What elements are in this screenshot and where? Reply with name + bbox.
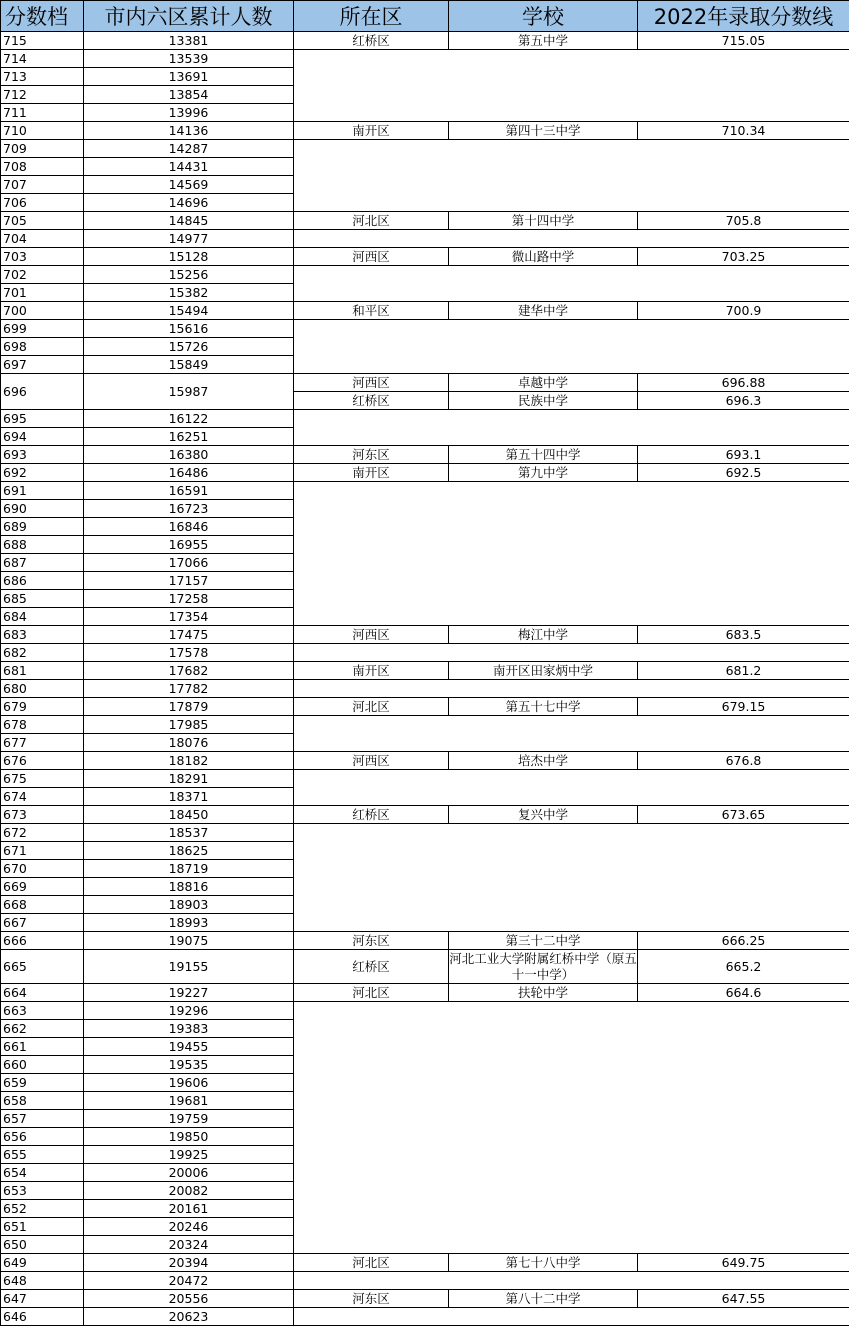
- score-cell: 684: [1, 608, 84, 626]
- school-cell: 南开区田家炳中学: [449, 662, 638, 680]
- score-cell: 679: [1, 698, 84, 716]
- cutoff-cell: 676.8: [638, 752, 849, 770]
- district-cell: 河东区: [294, 1290, 449, 1308]
- count-cell: 20161: [84, 1200, 294, 1218]
- district-cell: 南开区: [294, 122, 449, 140]
- table-row: [1, 212, 849, 230]
- count-cell: 13691: [84, 68, 294, 86]
- score-cell: 676: [1, 752, 84, 770]
- count-cell: 15849: [84, 356, 294, 374]
- empty-school-cell: [294, 140, 849, 212]
- score-cell: 666: [1, 932, 84, 950]
- count-cell: 18816: [84, 878, 294, 896]
- score-cell: 706: [1, 194, 84, 212]
- cutoff-cell: 679.15: [638, 698, 849, 716]
- empty-school-cell: [294, 680, 849, 698]
- score-cell: 690: [1, 500, 84, 518]
- score-cell: 689: [1, 518, 84, 536]
- count-cell: 18719: [84, 860, 294, 878]
- count-cell: 14977: [84, 230, 294, 248]
- score-cell: 665: [1, 950, 84, 984]
- table-row: [1, 1002, 849, 1020]
- score-cell: 664: [1, 984, 84, 1002]
- count-cell: 19606: [84, 1074, 294, 1092]
- table-row: [1, 662, 849, 680]
- table-body: [1, 32, 849, 1326]
- cutoff-cell: 664.6: [638, 984, 849, 1002]
- school-cell: 扶轮中学: [449, 984, 638, 1002]
- count-cell: 13854: [84, 86, 294, 104]
- score-cell: 659: [1, 1074, 84, 1092]
- score-cell: 678: [1, 716, 84, 734]
- score-cell: 655: [1, 1146, 84, 1164]
- empty-school-cell: [294, 320, 849, 374]
- count-cell: 19759: [84, 1110, 294, 1128]
- score-cell: 675: [1, 770, 84, 788]
- score-cell: 685: [1, 590, 84, 608]
- count-cell: 15494: [84, 302, 294, 320]
- score-cell: 698: [1, 338, 84, 356]
- score-cell: 693: [1, 446, 84, 464]
- score-cell: 648: [1, 1272, 84, 1290]
- count-cell: 17157: [84, 572, 294, 590]
- count-cell: 18625: [84, 842, 294, 860]
- score-cell: 650: [1, 1236, 84, 1254]
- empty-school-cell: [294, 644, 849, 662]
- count-cell: 16380: [84, 446, 294, 464]
- count-cell: 19075: [84, 932, 294, 950]
- table-row: [1, 698, 849, 716]
- table-row: [1, 230, 849, 248]
- count-cell: 18291: [84, 770, 294, 788]
- score-cell: 670: [1, 860, 84, 878]
- count-cell: 17782: [84, 680, 294, 698]
- count-cell: 19227: [84, 984, 294, 1002]
- score-cell: 715: [1, 32, 84, 50]
- count-cell: 14569: [84, 176, 294, 194]
- count-cell: 16591: [84, 482, 294, 500]
- school-cell: 河北工业大学附属红桥中学（原五十一中学）: [449, 950, 638, 984]
- school-cell: 微山路中学: [449, 248, 638, 266]
- count-cell: 17985: [84, 716, 294, 734]
- count-cell: 18182: [84, 752, 294, 770]
- school-cell: 第四十三中学: [449, 122, 638, 140]
- score-cell: 661: [1, 1038, 84, 1056]
- table-row: [1, 1308, 849, 1326]
- count-cell: 18076: [84, 734, 294, 752]
- count-cell: 18537: [84, 824, 294, 842]
- count-cell: 17066: [84, 554, 294, 572]
- school-cell: 梅江中学: [449, 626, 638, 644]
- school-cell: 第八十二中学: [449, 1290, 638, 1308]
- score-cell: 704: [1, 230, 84, 248]
- count-cell: 16846: [84, 518, 294, 536]
- district-cell: 河东区: [294, 446, 449, 464]
- score-cell: 677: [1, 734, 84, 752]
- district-cell: 河东区: [294, 932, 449, 950]
- empty-school-cell: [294, 824, 849, 932]
- score-cell: 699: [1, 320, 84, 338]
- table-row: [1, 374, 849, 392]
- count-cell: 13996: [84, 104, 294, 122]
- count-cell: 20246: [84, 1218, 294, 1236]
- school-cell: 第九中学: [449, 464, 638, 482]
- count-cell: 15616: [84, 320, 294, 338]
- score-cell: 680: [1, 680, 84, 698]
- cutoff-cell: 703.25: [638, 248, 849, 266]
- empty-school-cell: [294, 716, 849, 752]
- score-cell: 695: [1, 410, 84, 428]
- score-cell: 652: [1, 1200, 84, 1218]
- count-cell: 18371: [84, 788, 294, 806]
- score-cell: 658: [1, 1092, 84, 1110]
- school-cell: 第五中学: [449, 32, 638, 50]
- table-row: [1, 806, 849, 824]
- table-row: [1, 320, 849, 338]
- district-cell: 河北区: [294, 984, 449, 1002]
- score-cell: 711: [1, 104, 84, 122]
- score-cell: 674: [1, 788, 84, 806]
- table-row: [1, 302, 849, 320]
- count-cell: 17578: [84, 644, 294, 662]
- district-cell: 河西区: [294, 374, 449, 392]
- score-cell: 683: [1, 626, 84, 644]
- score-cell: 672: [1, 824, 84, 842]
- count-cell: 19455: [84, 1038, 294, 1056]
- district-cell: 河北区: [294, 212, 449, 230]
- district-cell: 河北区: [294, 698, 449, 716]
- count-cell: 20623: [84, 1308, 294, 1326]
- count-cell: 14845: [84, 212, 294, 230]
- score-cell: 705: [1, 212, 84, 230]
- school-cell: 第七十八中学: [449, 1254, 638, 1272]
- count-cell: 16955: [84, 536, 294, 554]
- district-cell: 红桥区: [294, 950, 449, 984]
- empty-school-cell: [294, 482, 849, 626]
- cutoff-cell: 692.5: [638, 464, 849, 482]
- district-cell: 河西区: [294, 248, 449, 266]
- table-row: [1, 1254, 849, 1272]
- score-cell: 660: [1, 1056, 84, 1074]
- score-cell: 646: [1, 1308, 84, 1326]
- table-row: [1, 770, 849, 788]
- score-cell: 710: [1, 122, 84, 140]
- school-cell: 卓越中学: [449, 374, 638, 392]
- score-cell: 688: [1, 536, 84, 554]
- empty-school-cell: [294, 266, 849, 302]
- score-cell: 696: [1, 374, 84, 410]
- school-cell: 第十四中学: [449, 212, 638, 230]
- table-row: [1, 410, 849, 428]
- district-cell: 河西区: [294, 752, 449, 770]
- score-cell: 697: [1, 356, 84, 374]
- empty-school-cell: [294, 1272, 849, 1290]
- school-cell: 民族中学: [449, 392, 638, 410]
- school-cell: 第五十四中学: [449, 446, 638, 464]
- count-cell: 13381: [84, 32, 294, 50]
- table-row: [1, 32, 849, 50]
- table-row: [1, 140, 849, 158]
- count-cell: 18993: [84, 914, 294, 932]
- count-cell: 15726: [84, 338, 294, 356]
- cutoff-cell: 696.88: [638, 374, 849, 392]
- count-cell: 16486: [84, 464, 294, 482]
- empty-school-cell: [294, 230, 849, 248]
- score-cell: 714: [1, 50, 84, 68]
- score-cell: 654: [1, 1164, 84, 1182]
- cutoff-cell: 666.25: [638, 932, 849, 950]
- district-cell: 河北区: [294, 1254, 449, 1272]
- count-cell: 20006: [84, 1164, 294, 1182]
- count-cell: 17682: [84, 662, 294, 680]
- district-cell: 南开区: [294, 464, 449, 482]
- score-cell: 701: [1, 284, 84, 302]
- score-cell: 702: [1, 266, 84, 284]
- score-cell: 668: [1, 896, 84, 914]
- score-cell: 703: [1, 248, 84, 266]
- score-cell: 694: [1, 428, 84, 446]
- header-cumulative-count: 市内六区累计人数: [84, 1, 294, 32]
- count-cell: 17475: [84, 626, 294, 644]
- count-cell: 18903: [84, 896, 294, 914]
- count-cell: 15987: [84, 374, 294, 410]
- cutoff-cell: 683.5: [638, 626, 849, 644]
- score-cell: 647: [1, 1290, 84, 1308]
- empty-school-cell: [294, 1002, 849, 1254]
- score-cell: 649: [1, 1254, 84, 1272]
- district-cell: 红桥区: [294, 806, 449, 824]
- count-cell: 16251: [84, 428, 294, 446]
- table-row: [1, 752, 849, 770]
- score-cell: 712: [1, 86, 84, 104]
- district-cell: 南开区: [294, 662, 449, 680]
- district-cell: 和平区: [294, 302, 449, 320]
- score-cell: 709: [1, 140, 84, 158]
- count-cell: 19296: [84, 1002, 294, 1020]
- score-cell: 673: [1, 806, 84, 824]
- count-cell: 14431: [84, 158, 294, 176]
- header-row: [1, 1, 849, 32]
- count-cell: 20324: [84, 1236, 294, 1254]
- count-cell: 20394: [84, 1254, 294, 1272]
- count-cell: 17258: [84, 590, 294, 608]
- score-cell: 663: [1, 1002, 84, 1020]
- cutoff-cell: 696.3: [638, 392, 849, 410]
- count-cell: 20472: [84, 1272, 294, 1290]
- count-cell: 16723: [84, 500, 294, 518]
- table-row: [1, 716, 849, 734]
- score-cell: 691: [1, 482, 84, 500]
- district-cell: 河西区: [294, 626, 449, 644]
- score-cell: 662: [1, 1020, 84, 1038]
- table-row: [1, 1290, 849, 1308]
- school-cell: 第五十七中学: [449, 698, 638, 716]
- score-cell: 681: [1, 662, 84, 680]
- score-cell: 671: [1, 842, 84, 860]
- empty-school-cell: [294, 410, 849, 446]
- table-row: [1, 482, 849, 500]
- empty-school-cell: [294, 770, 849, 806]
- score-cell: 707: [1, 176, 84, 194]
- cutoff-cell: 705.8: [638, 212, 849, 230]
- table-row: [1, 446, 849, 464]
- score-cell: 667: [1, 914, 84, 932]
- count-cell: 18450: [84, 806, 294, 824]
- header-school: 学校: [449, 1, 638, 32]
- count-cell: 15256: [84, 266, 294, 284]
- table-row: [1, 932, 849, 950]
- cutoff-cell: 693.1: [638, 446, 849, 464]
- cutoff-cell: 700.9: [638, 302, 849, 320]
- count-cell: 16122: [84, 410, 294, 428]
- district-cell: 红桥区: [294, 32, 449, 50]
- score-cell: 713: [1, 68, 84, 86]
- score-cell: 708: [1, 158, 84, 176]
- score-cell: 657: [1, 1110, 84, 1128]
- school-cell: 培杰中学: [449, 752, 638, 770]
- empty-school-cell: [294, 1308, 849, 1326]
- table-row: [1, 824, 849, 842]
- cutoff-cell: 710.34: [638, 122, 849, 140]
- table-row: [1, 248, 849, 266]
- count-cell: 15382: [84, 284, 294, 302]
- table-row: [1, 644, 849, 662]
- cutoff-cell: 665.2: [638, 950, 849, 984]
- count-cell: 17354: [84, 608, 294, 626]
- cutoff-cell: 715.05: [638, 32, 849, 50]
- score-cell: 692: [1, 464, 84, 482]
- table-row: [1, 984, 849, 1002]
- count-cell: 19155: [84, 950, 294, 984]
- count-cell: 14287: [84, 140, 294, 158]
- score-cell: 682: [1, 644, 84, 662]
- school-cell: 建华中学: [449, 302, 638, 320]
- count-cell: 14696: [84, 194, 294, 212]
- cutoff-cell: 647.55: [638, 1290, 849, 1308]
- count-cell: 14136: [84, 122, 294, 140]
- count-cell: 20556: [84, 1290, 294, 1308]
- table-row: [1, 266, 849, 284]
- table-row: [1, 680, 849, 698]
- count-cell: 19925: [84, 1146, 294, 1164]
- header-district: 所在区: [294, 1, 449, 32]
- count-cell: 17879: [84, 698, 294, 716]
- score-cell: 653: [1, 1182, 84, 1200]
- cutoff-cell: 649.75: [638, 1254, 849, 1272]
- table-row: [1, 464, 849, 482]
- cutoff-cell: 681.2: [638, 662, 849, 680]
- count-cell: 13539: [84, 50, 294, 68]
- count-cell: 15128: [84, 248, 294, 266]
- score-cell: 669: [1, 878, 84, 896]
- table-row: [1, 626, 849, 644]
- school-cell: 复兴中学: [449, 806, 638, 824]
- score-cell: 700: [1, 302, 84, 320]
- district-cell: 红桥区: [294, 392, 449, 410]
- header-score: 分数档: [1, 1, 84, 32]
- table-row: [1, 1272, 849, 1290]
- count-cell: 20082: [84, 1182, 294, 1200]
- count-cell: 19681: [84, 1092, 294, 1110]
- score-cell: 686: [1, 572, 84, 590]
- cutoff-cell: 673.65: [638, 806, 849, 824]
- empty-school-cell: [294, 50, 849, 122]
- count-cell: 19383: [84, 1020, 294, 1038]
- count-cell: 19535: [84, 1056, 294, 1074]
- score-cell: 656: [1, 1128, 84, 1146]
- count-cell: 19850: [84, 1128, 294, 1146]
- score-cell: 651: [1, 1218, 84, 1236]
- table-row: [1, 50, 849, 68]
- table-row: [1, 122, 849, 140]
- school-cell: 第三十二中学: [449, 932, 638, 950]
- score-cell: 687: [1, 554, 84, 572]
- header-cutoff: 2022年录取分数线: [638, 1, 849, 32]
- table-row: [1, 950, 849, 984]
